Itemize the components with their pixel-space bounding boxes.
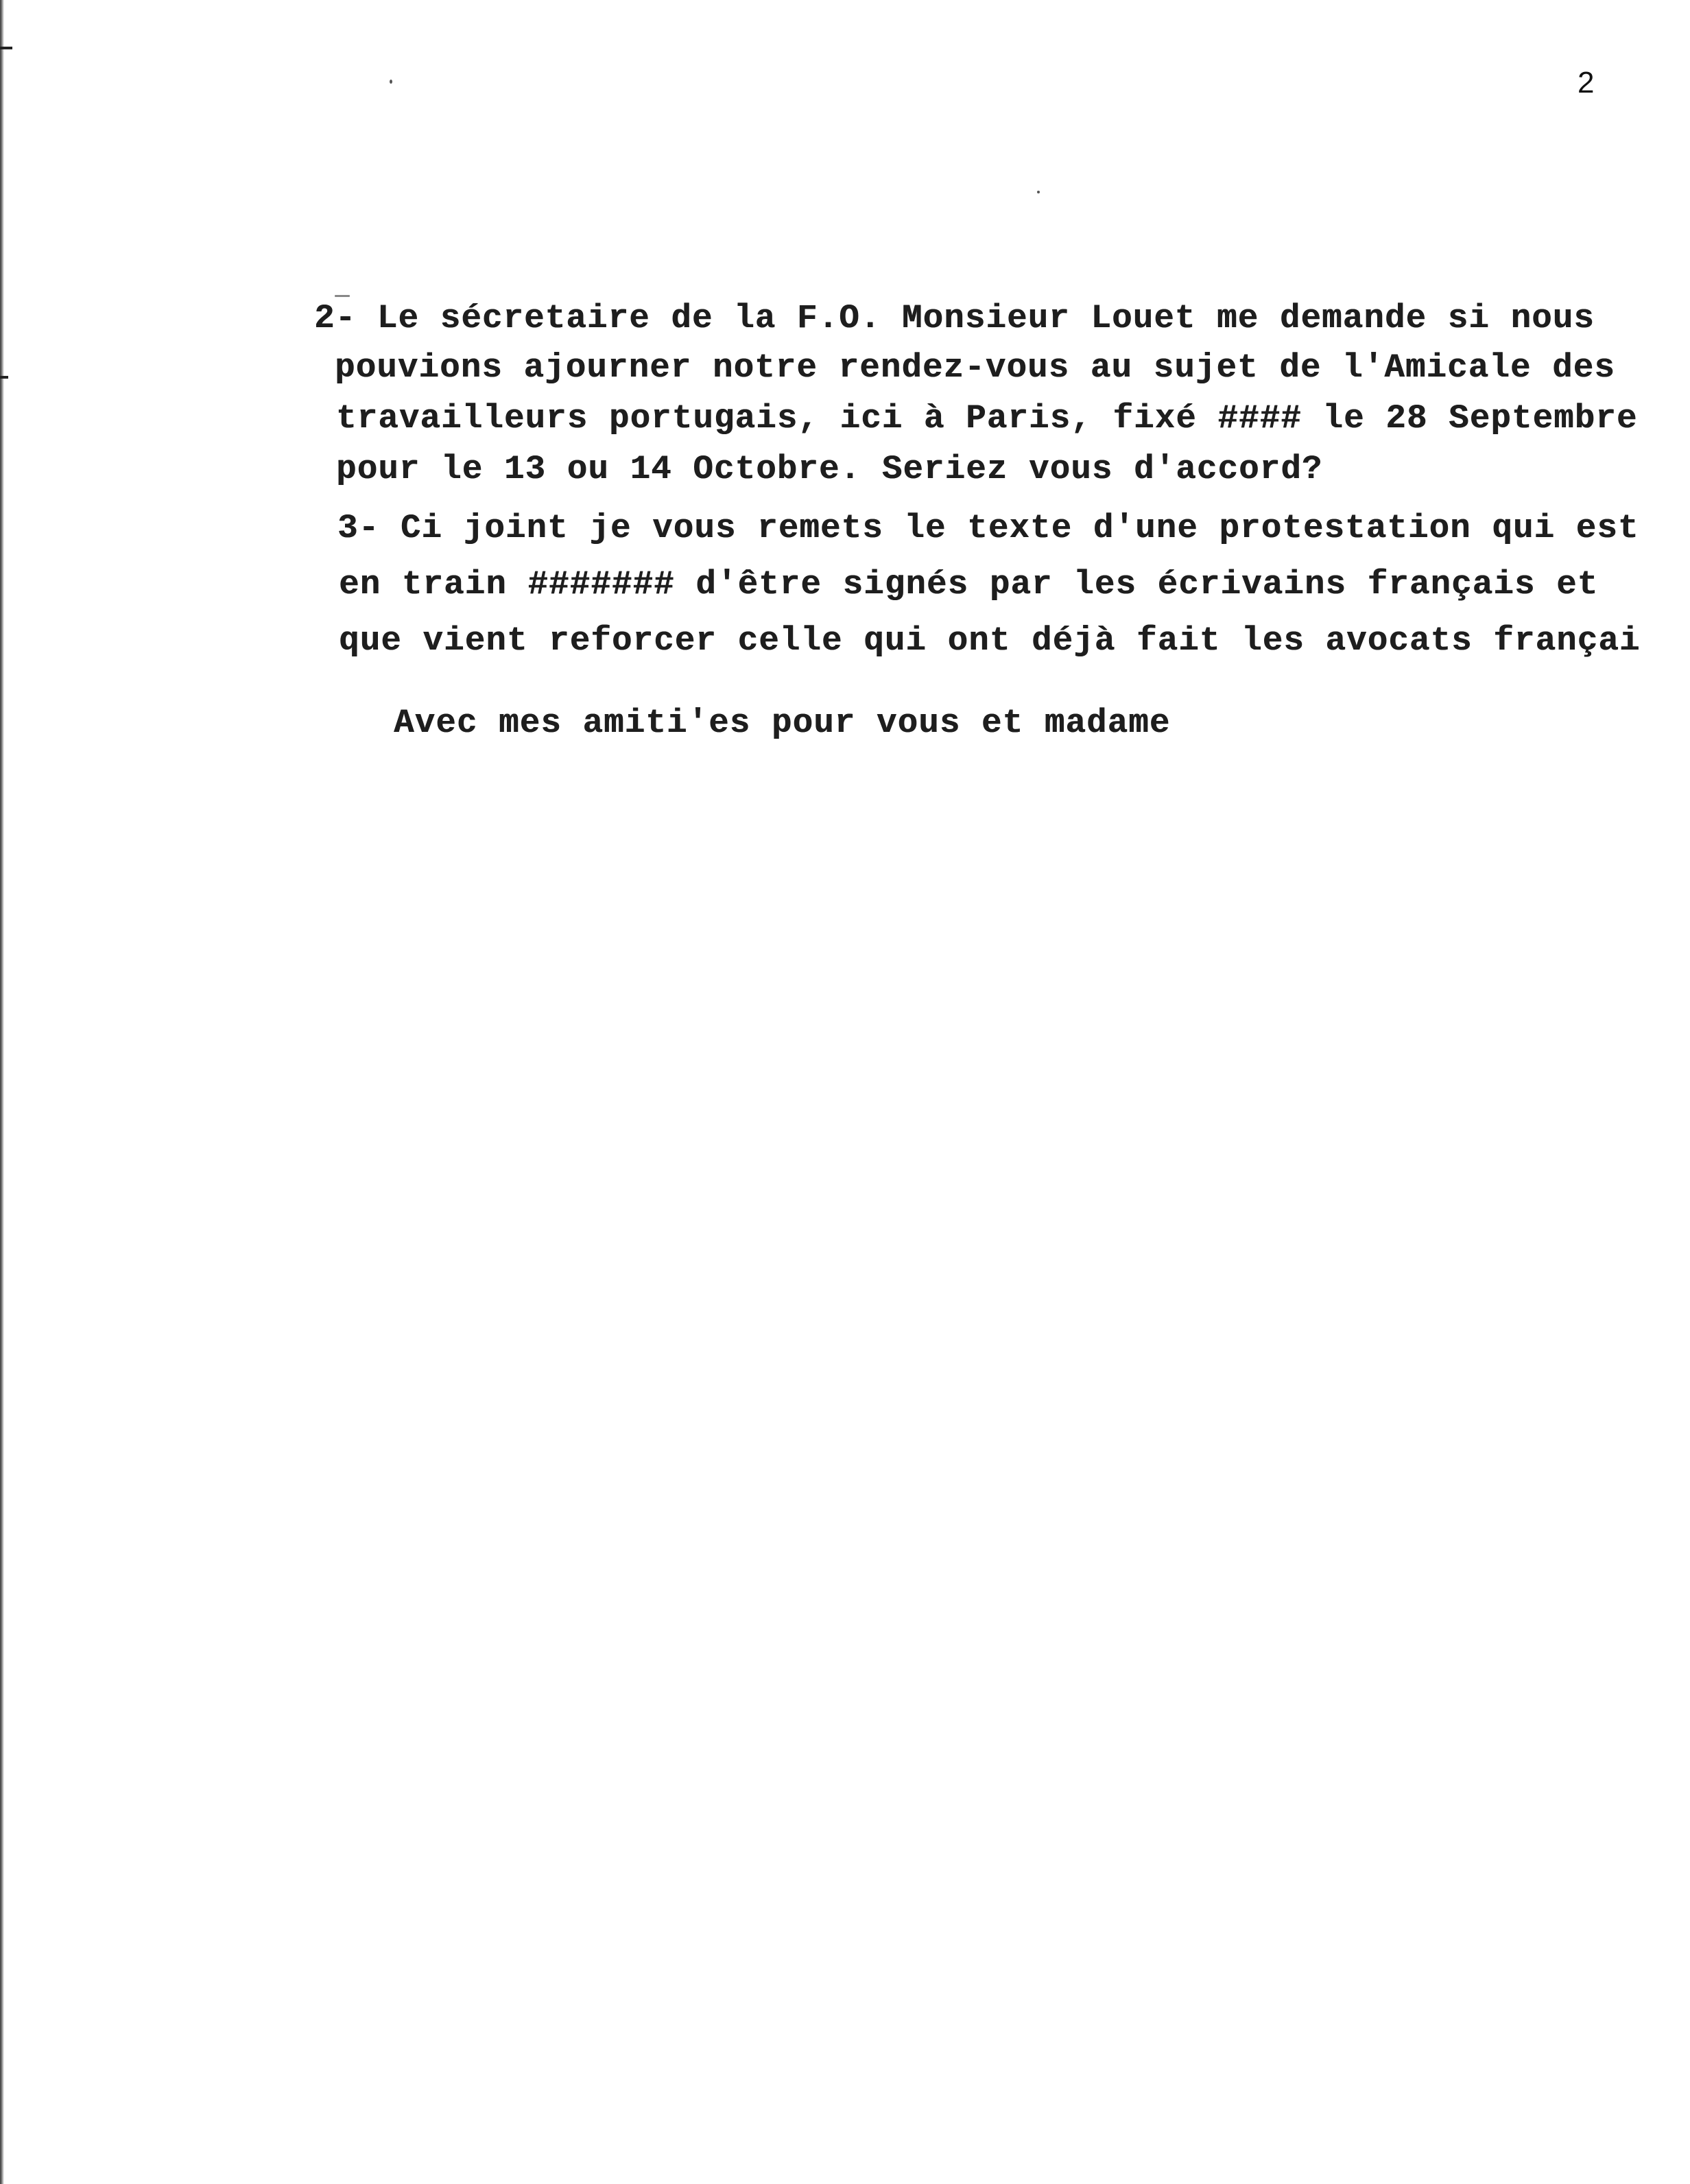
binding-edge bbox=[0, 0, 4, 2184]
scan-speck bbox=[1037, 191, 1040, 193]
paragraph-3-line-3: que vient reforcer celle qui ont déjà fait les avocats françai bbox=[339, 621, 1641, 660]
paragraph-2-line-2: pouvions ajourner notre rendez-vous au sujet de l'Amicale des bbox=[335, 348, 1615, 387]
edge-mark bbox=[0, 376, 8, 379]
paragraph-3-line-2: en train ####### d'être signés par les écrivains français et bbox=[339, 565, 1599, 604]
paragraph-2-line-4: pour le 13 ou 14 Octobre. Seriez vous d'accord? bbox=[336, 450, 1323, 488]
closing-line: Avec mes amiti'es pour vous et madame bbox=[394, 704, 1171, 742]
scan-speck bbox=[390, 80, 392, 84]
paragraph-2-line-1: 2- Le sécretaire de la F.O. Monsieur Louet me demande si nous bbox=[314, 299, 1595, 337]
scan-speck bbox=[335, 295, 350, 297]
paragraph-2-line-3: travailleurs portugais, ici à Paris, fixé #### le 28 Septembre bbox=[336, 399, 1638, 438]
page-number: 2 bbox=[1578, 66, 1595, 99]
edge-mark bbox=[0, 47, 12, 49]
paragraph-3-line-1: 3- Ci joint je vous remets le texte d'une protestation qui est bbox=[337, 509, 1639, 547]
